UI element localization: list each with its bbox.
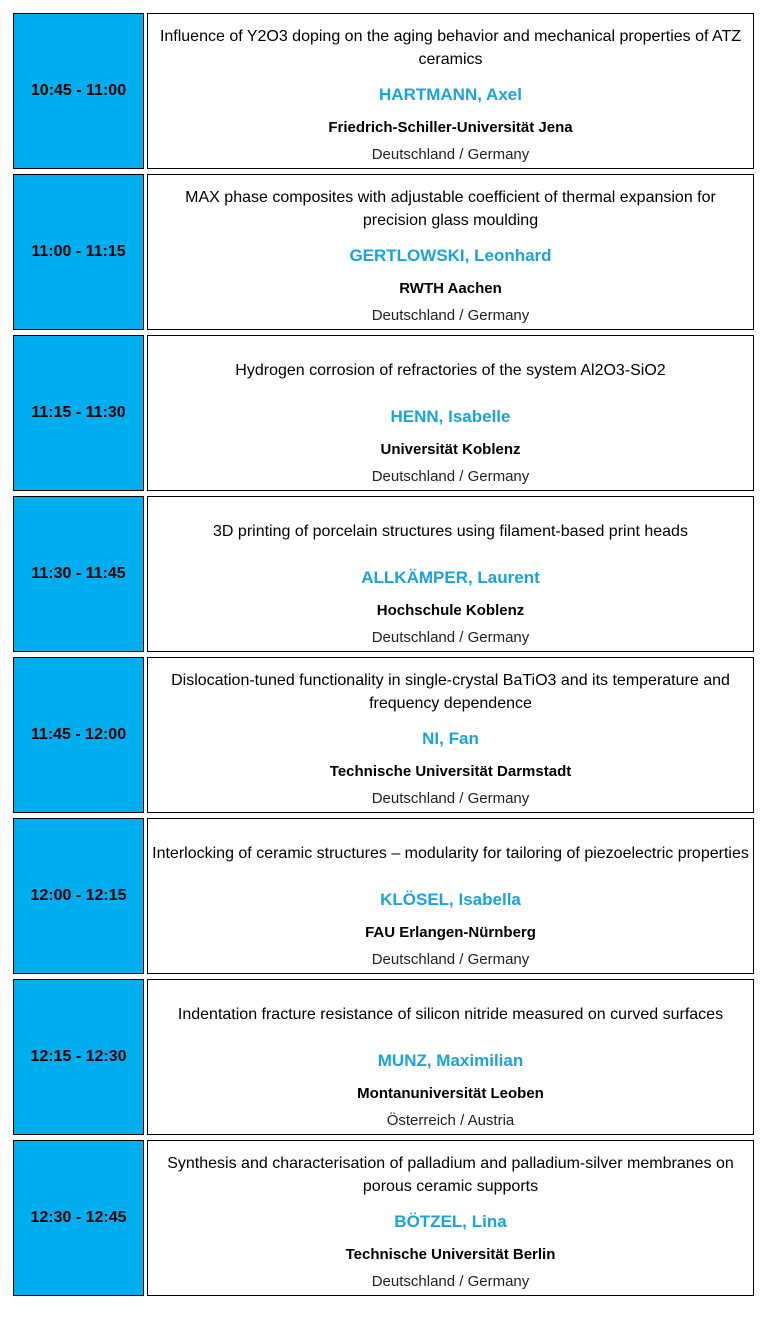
speaker-country: Österreich / Austria xyxy=(386,1112,515,1129)
session-card xyxy=(147,657,754,813)
speaker-country: Deutschland / Germany xyxy=(371,951,530,968)
speaker-name: MUNZ, Maximilian xyxy=(377,1051,524,1070)
session-row xyxy=(13,818,756,974)
speaker-country: Deutschland / Germany xyxy=(371,146,530,163)
session-row xyxy=(13,657,756,813)
session-time: 12:30 - 12:45 xyxy=(13,1140,144,1296)
session-time: 11:15 - 11:30 xyxy=(13,335,144,491)
speaker-affiliation: Technische Universität Darmstadt xyxy=(329,763,572,780)
session-row xyxy=(13,174,756,330)
session-row xyxy=(13,1140,756,1296)
speaker-affiliation: Universität Koblenz xyxy=(380,441,521,458)
speaker-name: ALLKÄMPER, Laurent xyxy=(361,568,540,587)
speaker-country: Deutschland / Germany xyxy=(371,1273,530,1290)
speaker-name: GERTLOWSKI, Leonhard xyxy=(349,246,552,265)
session-card xyxy=(147,496,754,652)
talk-title: Interlocking of ceramic structures – modularity for tailoring of piezoelectric properties xyxy=(152,844,749,862)
speaker-name: KLÖSEL, Isabella xyxy=(380,890,521,909)
speaker-name: HENN, Isabelle xyxy=(390,407,511,426)
talk-title: Dislocation-tuned functionality in single-crystal BaTiO3 and its temperature and frequency dependence xyxy=(171,672,730,712)
session-row xyxy=(13,979,756,1135)
session-card xyxy=(147,174,754,330)
session-card xyxy=(147,335,754,491)
session-time: 12:15 - 12:30 xyxy=(13,979,144,1135)
speaker-name: NI, Fan xyxy=(422,729,479,748)
speaker-affiliation: RWTH Aachen xyxy=(399,280,502,297)
speaker-name: BÖTZEL, Lina xyxy=(394,1212,507,1231)
speaker-affiliation: Technische Universität Berlin xyxy=(345,1246,556,1263)
session-row xyxy=(13,335,756,491)
session-card xyxy=(147,818,754,974)
talk-title: Synthesis and characterisation of palladium and palladium-silver membranes on porous ceramic supports xyxy=(167,1155,734,1195)
speaker-affiliation: Montanuniversität Leoben xyxy=(357,1085,544,1102)
speaker-affiliation: Hochschule Koblenz xyxy=(376,602,525,619)
speaker-affiliation: FAU Erlangen-Nürnberg xyxy=(365,924,536,941)
speaker-country: Deutschland / Germany xyxy=(371,790,530,807)
speaker-country: Deutschland / Germany xyxy=(371,307,530,324)
session-row xyxy=(13,496,756,652)
talk-title: Influence of Y2O3 doping on the aging behavior and mechanical properties of ATZ ceramics xyxy=(159,28,742,68)
talk-title: MAX phase composites with adjustable coefficient of thermal expansion for precision glass moulding xyxy=(185,189,716,229)
session-time: 11:30 - 11:45 xyxy=(13,496,144,652)
talk-title: Hydrogen corrosion of refractories of the system Al2O3-SiO2 xyxy=(235,361,666,379)
speaker-country: Deutschland / Germany xyxy=(371,468,530,485)
session-time: 12:00 - 12:15 xyxy=(13,818,144,974)
session-time: 11:45 - 12:00 xyxy=(13,657,144,813)
session-card xyxy=(147,979,754,1135)
talk-title: Indentation fracture resistance of silicon nitride measured on curved surfaces xyxy=(177,1005,724,1023)
speaker-name: HARTMANN, Axel xyxy=(379,85,522,104)
talk-title: 3D printing of porcelain structures using filament-based print heads xyxy=(213,522,688,540)
speaker-country: Deutschland / Germany xyxy=(371,629,530,646)
session-time: 10:45 - 11:00 xyxy=(13,13,144,169)
session-row xyxy=(13,13,756,169)
session-time: 11:00 - 11:15 xyxy=(13,174,144,330)
session-card xyxy=(147,13,754,169)
speaker-affiliation: Friedrich-Schiller-Universität Jena xyxy=(328,119,573,136)
session-card xyxy=(147,1140,754,1296)
